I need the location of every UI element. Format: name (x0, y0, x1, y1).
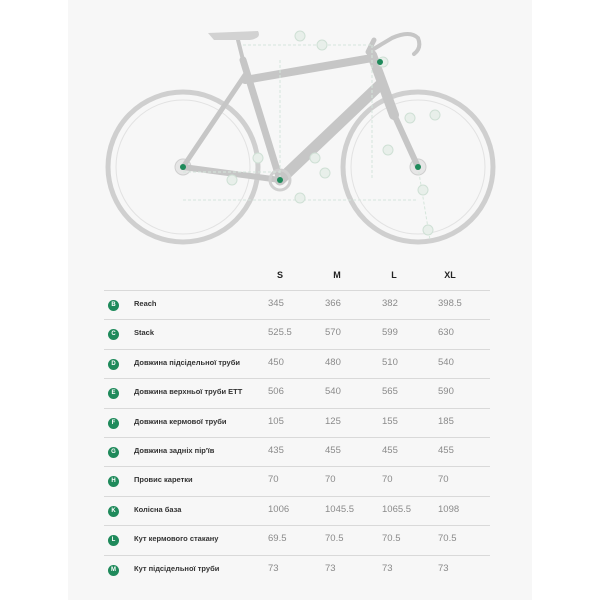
head-tube-point (377, 59, 383, 65)
table-row (104, 555, 490, 585)
row-label: Reach (134, 299, 157, 308)
row-value: 506 (268, 386, 284, 398)
row-badge: F (108, 418, 119, 429)
row-value: 1065.5 (382, 503, 412, 515)
size-header-l: L (391, 270, 397, 280)
row-label: Кут кермового стакану (134, 534, 219, 544)
row-value: 73 (325, 562, 336, 574)
row-value: 540 (438, 356, 454, 368)
row-value: 565 (382, 386, 398, 398)
row-value: 73 (438, 562, 449, 574)
bike-geometry-diagram (0, 0, 600, 260)
table-row (104, 319, 490, 349)
row-value: 455 (438, 445, 454, 456)
row-value: 382 (382, 298, 398, 309)
table-row (104, 466, 490, 496)
table-row (104, 290, 490, 320)
frame (183, 34, 419, 180)
row-value: 1006 (268, 503, 290, 515)
row-value: 510 (382, 356, 398, 368)
row-badge: D (108, 359, 119, 370)
row-value: 1098 (438, 503, 460, 515)
row-badge: C (108, 329, 119, 340)
row-badge: H (108, 476, 119, 487)
row-value: 70.5 (325, 533, 344, 545)
row-label: Довжина кермової труби (134, 416, 227, 426)
row-value: 455 (382, 445, 398, 456)
front-axle-point (415, 164, 421, 170)
row-value: 630 (438, 327, 454, 339)
bottom-bracket-point (277, 177, 283, 183)
row-label: Провис каретки (134, 475, 193, 485)
row-value: 73 (382, 562, 393, 574)
row-badge: B (108, 300, 119, 311)
row-value: 185 (438, 415, 454, 427)
row-value: 70.5 (438, 533, 457, 545)
row-label: Колісна база (134, 504, 182, 514)
row-badge: L (108, 535, 119, 546)
row-badge: M (108, 565, 119, 576)
row-value: 480 (325, 356, 341, 368)
row-label: Кут підсідельної труби (134, 563, 220, 573)
row-value: 73 (268, 562, 279, 574)
row-value: 125 (325, 415, 341, 427)
row-badge: G (108, 447, 119, 458)
row-value: 1045.5 (325, 503, 355, 515)
row-label: Довжина верхньої труби ETT (134, 387, 243, 397)
size-header-xl: XL (444, 270, 456, 280)
row-value: 70 (268, 474, 279, 486)
row-value: 525.5 (268, 327, 292, 339)
row-value: 105 (268, 415, 284, 427)
row-value: 590 (438, 386, 454, 398)
table-row (104, 408, 490, 438)
table-row (104, 349, 490, 379)
row-label: Stack (134, 328, 155, 338)
size-header-m: M (333, 270, 341, 280)
row-badge: K (108, 506, 119, 517)
row-badge: E (108, 388, 119, 399)
row-value: 570 (325, 327, 341, 339)
saddle (208, 31, 259, 40)
row-value: 455 (325, 445, 341, 456)
row-value: 398.5 (438, 298, 462, 309)
table-row (104, 525, 490, 555)
row-label: Довжина підсідельної труби (134, 357, 240, 367)
table-row (104, 496, 490, 526)
row-value: 450 (268, 356, 284, 368)
row-value: 366 (325, 298, 341, 309)
table-row (104, 378, 490, 408)
table-row (104, 437, 490, 467)
row-value: 69.5 (268, 533, 287, 545)
row-value: 70 (382, 474, 393, 486)
row-value: 70 (325, 474, 336, 486)
row-value: 70 (438, 474, 449, 486)
row-value: 70.5 (382, 533, 401, 545)
size-header-s: S (276, 270, 283, 280)
row-value: 599 (382, 327, 398, 339)
row-label: Довжина задніх пір'їв (134, 446, 215, 455)
rear-axle-point (180, 164, 186, 170)
row-value: 435 (268, 445, 284, 456)
row-value: 540 (325, 386, 341, 398)
row-value: 155 (382, 415, 398, 427)
row-value: 345 (268, 298, 284, 309)
